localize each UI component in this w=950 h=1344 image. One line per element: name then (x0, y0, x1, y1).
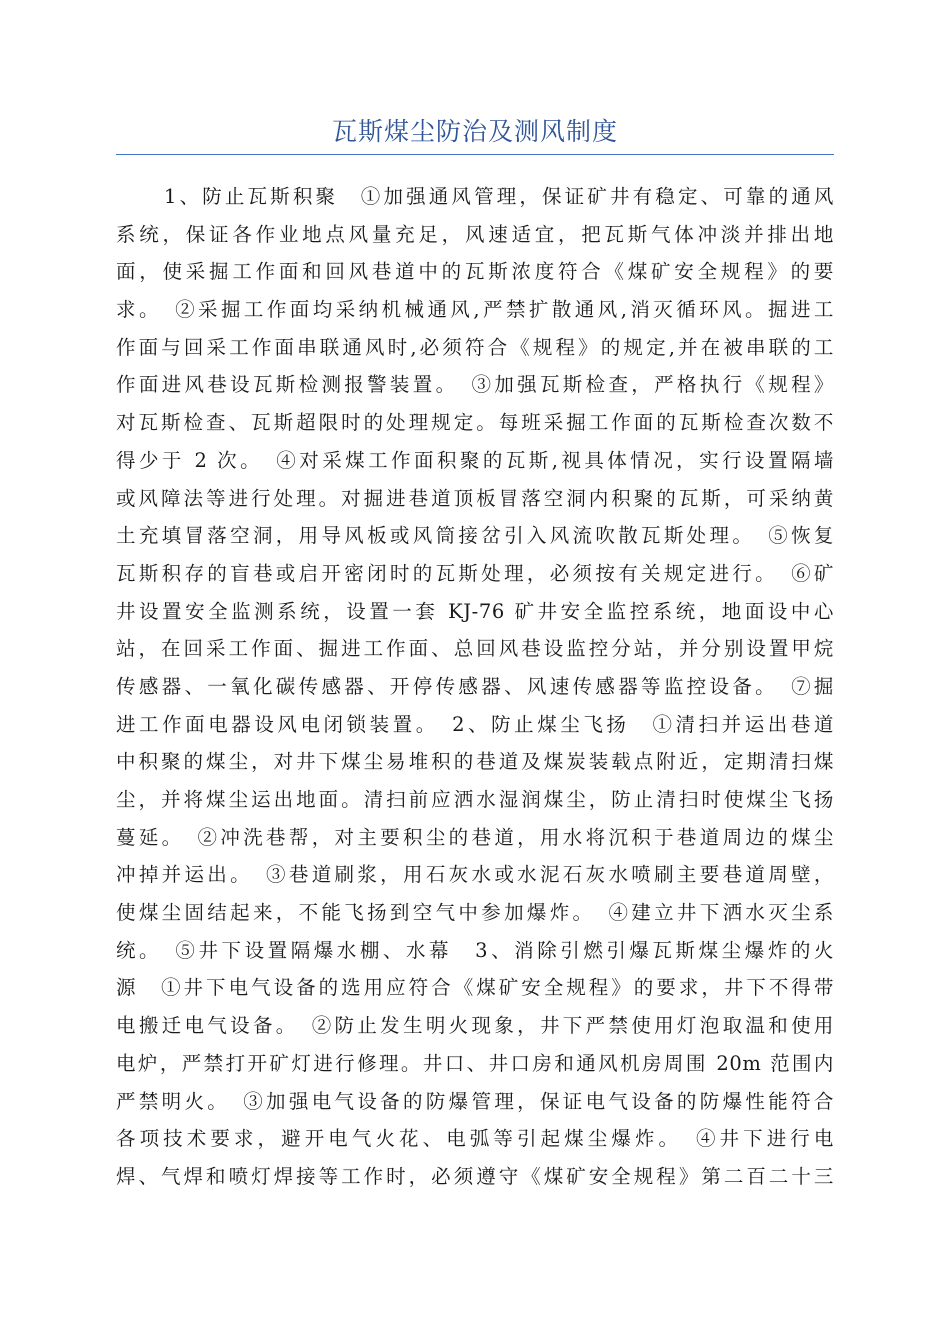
document-title: 瓦斯煤尘防治及测风制度 (331, 117, 618, 146)
body-line: 严禁明火。 ③加强电气设备的防爆管理，保证电气设备的防爆性能符合 (116, 1089, 834, 1113)
body-line: 各项技术要求，避开电气火花、电弧等引起煤尘爆炸。 ④井下进行电 (116, 1127, 834, 1151)
body-line: 电搬迁电气设备。 ②防止发生明火现象，井下严禁使用灯泡取温和使用 (116, 1014, 834, 1038)
body-line: 站，在回采工作面、掘进工作面、总回风巷设监控分站，并分别设置甲烷 (116, 637, 834, 661)
body-line: 求。 ②采掘工作面均采纳机械通风,严禁扩散通风,消灭循环风。掘进工 (116, 298, 834, 322)
body-line: 传感器、一氧化碳传感器、开停传感器、风速传感器等监控设备。 ⑦掘 (116, 674, 834, 698)
body-line: 冲掉并运出。 ③巷道刷浆，用石灰水或水泥石灰水喷刷主要巷道周壁， (116, 863, 834, 887)
body-line: 统。 ⑤井下设置隔爆水棚、水幕 3、消除引燃引爆瓦斯煤尘爆炸的火 (116, 938, 834, 962)
body-line: 电炉，严禁打开矿灯进行修理。井口、井口房和通风机房周围 20m 范围内 (116, 1051, 834, 1075)
body-line: 对瓦斯检查、瓦斯超限时的处理规定。每班采掘工作面的瓦斯检查次数不 (116, 411, 834, 435)
body-line: 中积聚的煤尘，对井下煤尘易堆积的巷道及煤炭装载点附近，定期清扫煤 (116, 750, 834, 774)
body-line: 作面进风巷设瓦斯检测报警装置。 ③加强瓦斯检查，严格执行《规程》 (116, 373, 834, 397)
body-line: 作面与回采工作面串联通风时,必须符合《规程》的规定,并在被串联的工 (116, 335, 834, 359)
body-line: 系统，保证各作业地点风量充足，风速适宜，把瓦斯气体冲淡并排出地 (116, 222, 834, 246)
body-line: 瓦斯积存的盲巷或启开密闭时的瓦斯处理，必须按有关规定进行。 ⑥矿 (116, 561, 834, 585)
body-line: 进工作面电器设风电闭锁装置。 2、防止煤尘飞扬 ①清扫并运出巷道 (116, 712, 834, 736)
document-body (116, 178, 834, 1196)
body-line: 面，使采掘工作面和回风巷道中的瓦斯浓度符合《煤矿安全规程》的要 (116, 260, 834, 284)
body-line: 使煤尘固结起来，不能飞扬到空气中参加爆炸。 ④建立井下洒水灭尘系 (116, 901, 834, 925)
body-line: 得少于 2 次。 ④对采煤工作面积聚的瓦斯,视具体情况，实行设置隔墙 (116, 448, 834, 472)
body-line: 1、防止瓦斯积聚 ①加强通风管理，保证矿井有稳定、可靠的通风 (164, 185, 834, 208)
body-line: 尘，并将煤尘运出地面。清扫前应洒水湿润煤尘，防止清扫时使煤尘飞扬 (116, 788, 834, 811)
body-line: 井设置安全监测系统，设置一套 KJ-76 矿井安全监控系统，地面设中心 (116, 599, 834, 623)
title-underline (116, 154, 834, 155)
body-line: 源 ①井下电气设备的选用应符合《煤矿安全规程》的要求，井下不得带 (116, 976, 834, 1000)
body-line: 蔓延。 ②冲洗巷帮，对主要积尘的巷道，用水将沉积于巷道周边的煤尘 (116, 825, 834, 849)
body-line: 或风障法等进行处理。对掘进巷道顶板冒落空洞内积聚的瓦斯，可采纳黄 (116, 486, 834, 510)
body-line: 焊、气焊和喷灯焊接等工作时，必须遵守《煤矿安全规程》第二百二十三 (116, 1164, 834, 1188)
body-line: 土充填冒落空洞，用导风板或风筒接岔引入风流吹散瓦斯处理。 ⑤恢复 (116, 524, 834, 548)
